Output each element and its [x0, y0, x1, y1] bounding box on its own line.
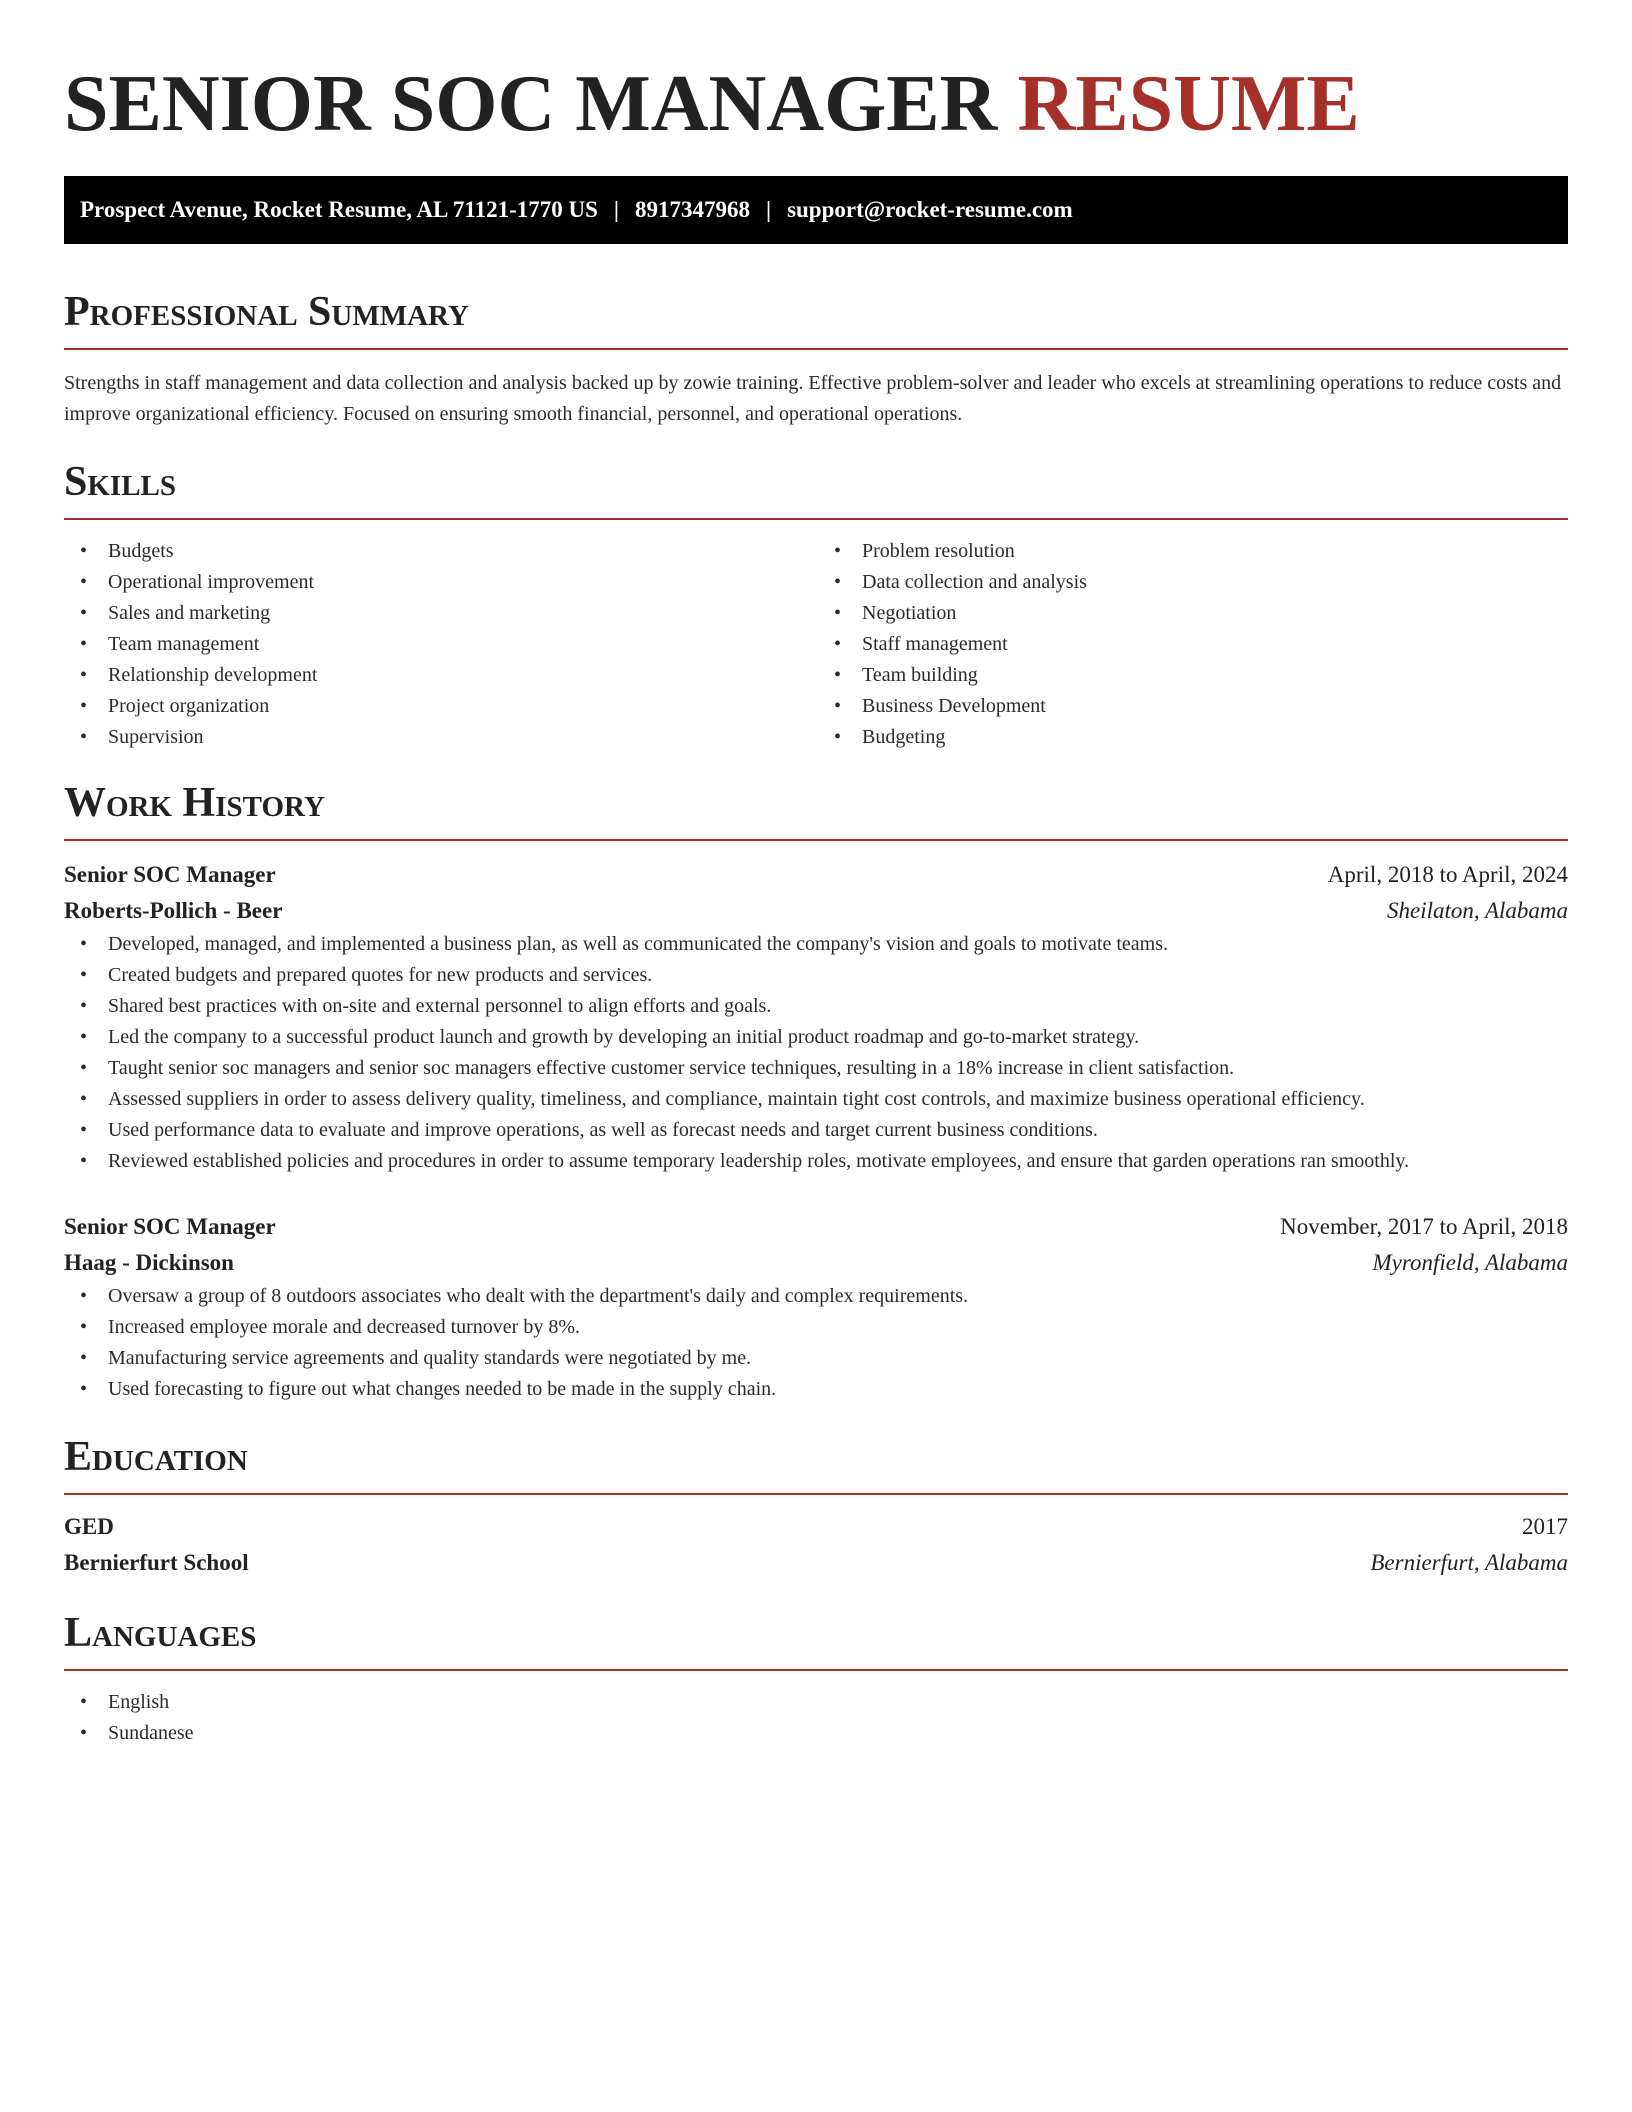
- job-location: Myronfield, Alabama: [1372, 1250, 1568, 1275]
- list-item: • Led the company to a successful product launch and growth by developing an initial product roadmap and go-to-market strategy.: [80, 1026, 1140, 1048]
- job-dates: November, 2017 to April, 2018: [1280, 1214, 1568, 1239]
- job-entry: [64, 1209, 1568, 1405]
- section-divider: [64, 1669, 1568, 1671]
- list-item: • Budgets: [80, 540, 174, 562]
- job-company-row: [64, 1245, 1568, 1281]
- skills-list-right: [818, 536, 1568, 753]
- job-company: Haag - Dickinson: [64, 1250, 234, 1275]
- list-item: • English: [80, 1691, 170, 1713]
- job-company-row: [64, 893, 1568, 929]
- work-heading: Work History: [64, 780, 325, 826]
- job-duties-list: [64, 929, 1568, 1177]
- list-item: • Operational improvement: [80, 571, 315, 593]
- resume-title: [64, 0, 1568, 152]
- languages-section: [64, 1607, 1568, 1749]
- list-item: • Data collection and analysis: [834, 571, 1087, 593]
- job-dates: April, 2018 to April, 2024: [1327, 862, 1568, 887]
- list-item: • Team management: [80, 633, 260, 655]
- education-degree: GED: [64, 1514, 114, 1539]
- section-divider: [64, 1493, 1568, 1495]
- list-item: • Reviewed established policies and procedures in order to assume temporary leadership roles, motivate employees, and ensure that garden operations ran smoothly.: [80, 1150, 1410, 1172]
- summary-heading: Professional Summary: [64, 289, 469, 335]
- section-divider: [64, 839, 1568, 841]
- list-item: • Project organization: [80, 695, 270, 717]
- skills-section: [64, 456, 1568, 753]
- contact-email: support@rocket-resume.com: [787, 197, 1073, 222]
- section-divider: [64, 518, 1568, 520]
- list-item: • Sales and marketing: [80, 602, 271, 624]
- list-item: • Budgeting: [834, 726, 946, 748]
- list-item: • Negotiation: [834, 602, 957, 624]
- list-item: • Assessed suppliers in order to assess delivery quality, timeliness, and compliance, maintain tight cost controls, and maximize business operational efficiency.: [80, 1088, 1365, 1110]
- title-accent: RESUME: [1017, 60, 1360, 148]
- list-item: • Manufacturing service agreements and quality standards were negotiated by me.: [80, 1347, 752, 1369]
- list-item: • Business Development: [834, 695, 1046, 717]
- job-entry: [64, 857, 1568, 1177]
- list-item: • Developed, managed, and implemented a business plan, as well as communicated the company's vision and goals to motivate teams.: [80, 933, 1168, 955]
- skills-heading: Skills: [64, 459, 177, 505]
- job-title: Senior SOC Manager: [64, 862, 276, 887]
- education-year: 2017: [1522, 1514, 1568, 1539]
- list-item: • Problem resolution: [834, 540, 1015, 562]
- languages-heading: Languages: [64, 1610, 257, 1656]
- job-title-row: [64, 857, 1568, 893]
- section-divider: [64, 348, 1568, 350]
- skills-column-right: [814, 536, 1568, 753]
- list-item: • Sundanese: [80, 1722, 194, 1744]
- list-item: • Used forecasting to figure out what changes needed to be made in the supply chain.: [80, 1378, 777, 1400]
- job-location: Sheilaton, Alabama: [1386, 898, 1568, 923]
- list-item: • Supervision: [80, 726, 204, 748]
- summary-text: Strengths in staff management and data collection and analysis backed up by zowie training. Effective problem-solver and leader who excels at streamlining operations to reduce costs and improve organizational efficiency. Focused on ensuring smooth financial, personnel, and operational operations.: [64, 372, 1562, 425]
- contact-bar: [64, 176, 1568, 244]
- title-main: SENIOR SOC MANAGER: [64, 60, 998, 148]
- job-title-row: [64, 1209, 1568, 1245]
- education-school-row: [64, 1545, 1568, 1581]
- job-company: Roberts-Pollich - Beer: [64, 898, 283, 923]
- skills-list-left: [64, 536, 814, 753]
- list-item: • Oversaw a group of 8 outdoors associates who dealt with the department's daily and complex requirements.: [80, 1285, 969, 1307]
- list-item: • Taught senior soc managers and senior soc managers effective customer service techniques, resulting in a 18% increase in client satisfaction.: [80, 1057, 1235, 1079]
- list-item: • Created budgets and prepared quotes for new products and services.: [80, 964, 653, 986]
- education-location: Bernierfurt, Alabama: [1370, 1550, 1568, 1575]
- contact-address: Prospect Avenue, Rocket Resume, AL 71121-1770 US: [80, 197, 598, 222]
- contact-separator: |: [765, 197, 772, 222]
- list-item: • Increased employee morale and decreased turnover by 8%.: [80, 1316, 581, 1338]
- work-section: [64, 777, 1568, 1405]
- list-item: • Staff management: [834, 633, 1008, 655]
- skills-grid: [64, 536, 1568, 753]
- summary-section: [64, 286, 1568, 430]
- education-heading: Education: [64, 1434, 248, 1480]
- job-duties-list: [64, 1281, 1568, 1405]
- education-section: [64, 1431, 1568, 1581]
- list-item: • Used performance data to evaluate and improve operations, as well as forecast needs and target current business conditions.: [80, 1119, 1098, 1141]
- contact-separator: |: [613, 197, 619, 222]
- education-degree-row: [64, 1509, 1568, 1545]
- contact-phone: 8917347968: [634, 197, 750, 222]
- job-title: Senior SOC Manager: [64, 1214, 276, 1239]
- list-item: • Team building: [834, 664, 978, 686]
- languages-list: [64, 1687, 1568, 1749]
- education-school: Bernierfurt School: [64, 1550, 249, 1575]
- skills-column-left: [64, 536, 814, 753]
- list-item: • Relationship development: [80, 664, 318, 686]
- education-entry: [64, 1509, 1568, 1581]
- list-item: • Shared best practices with on-site and external personnel to align efforts and goals.: [80, 995, 772, 1017]
